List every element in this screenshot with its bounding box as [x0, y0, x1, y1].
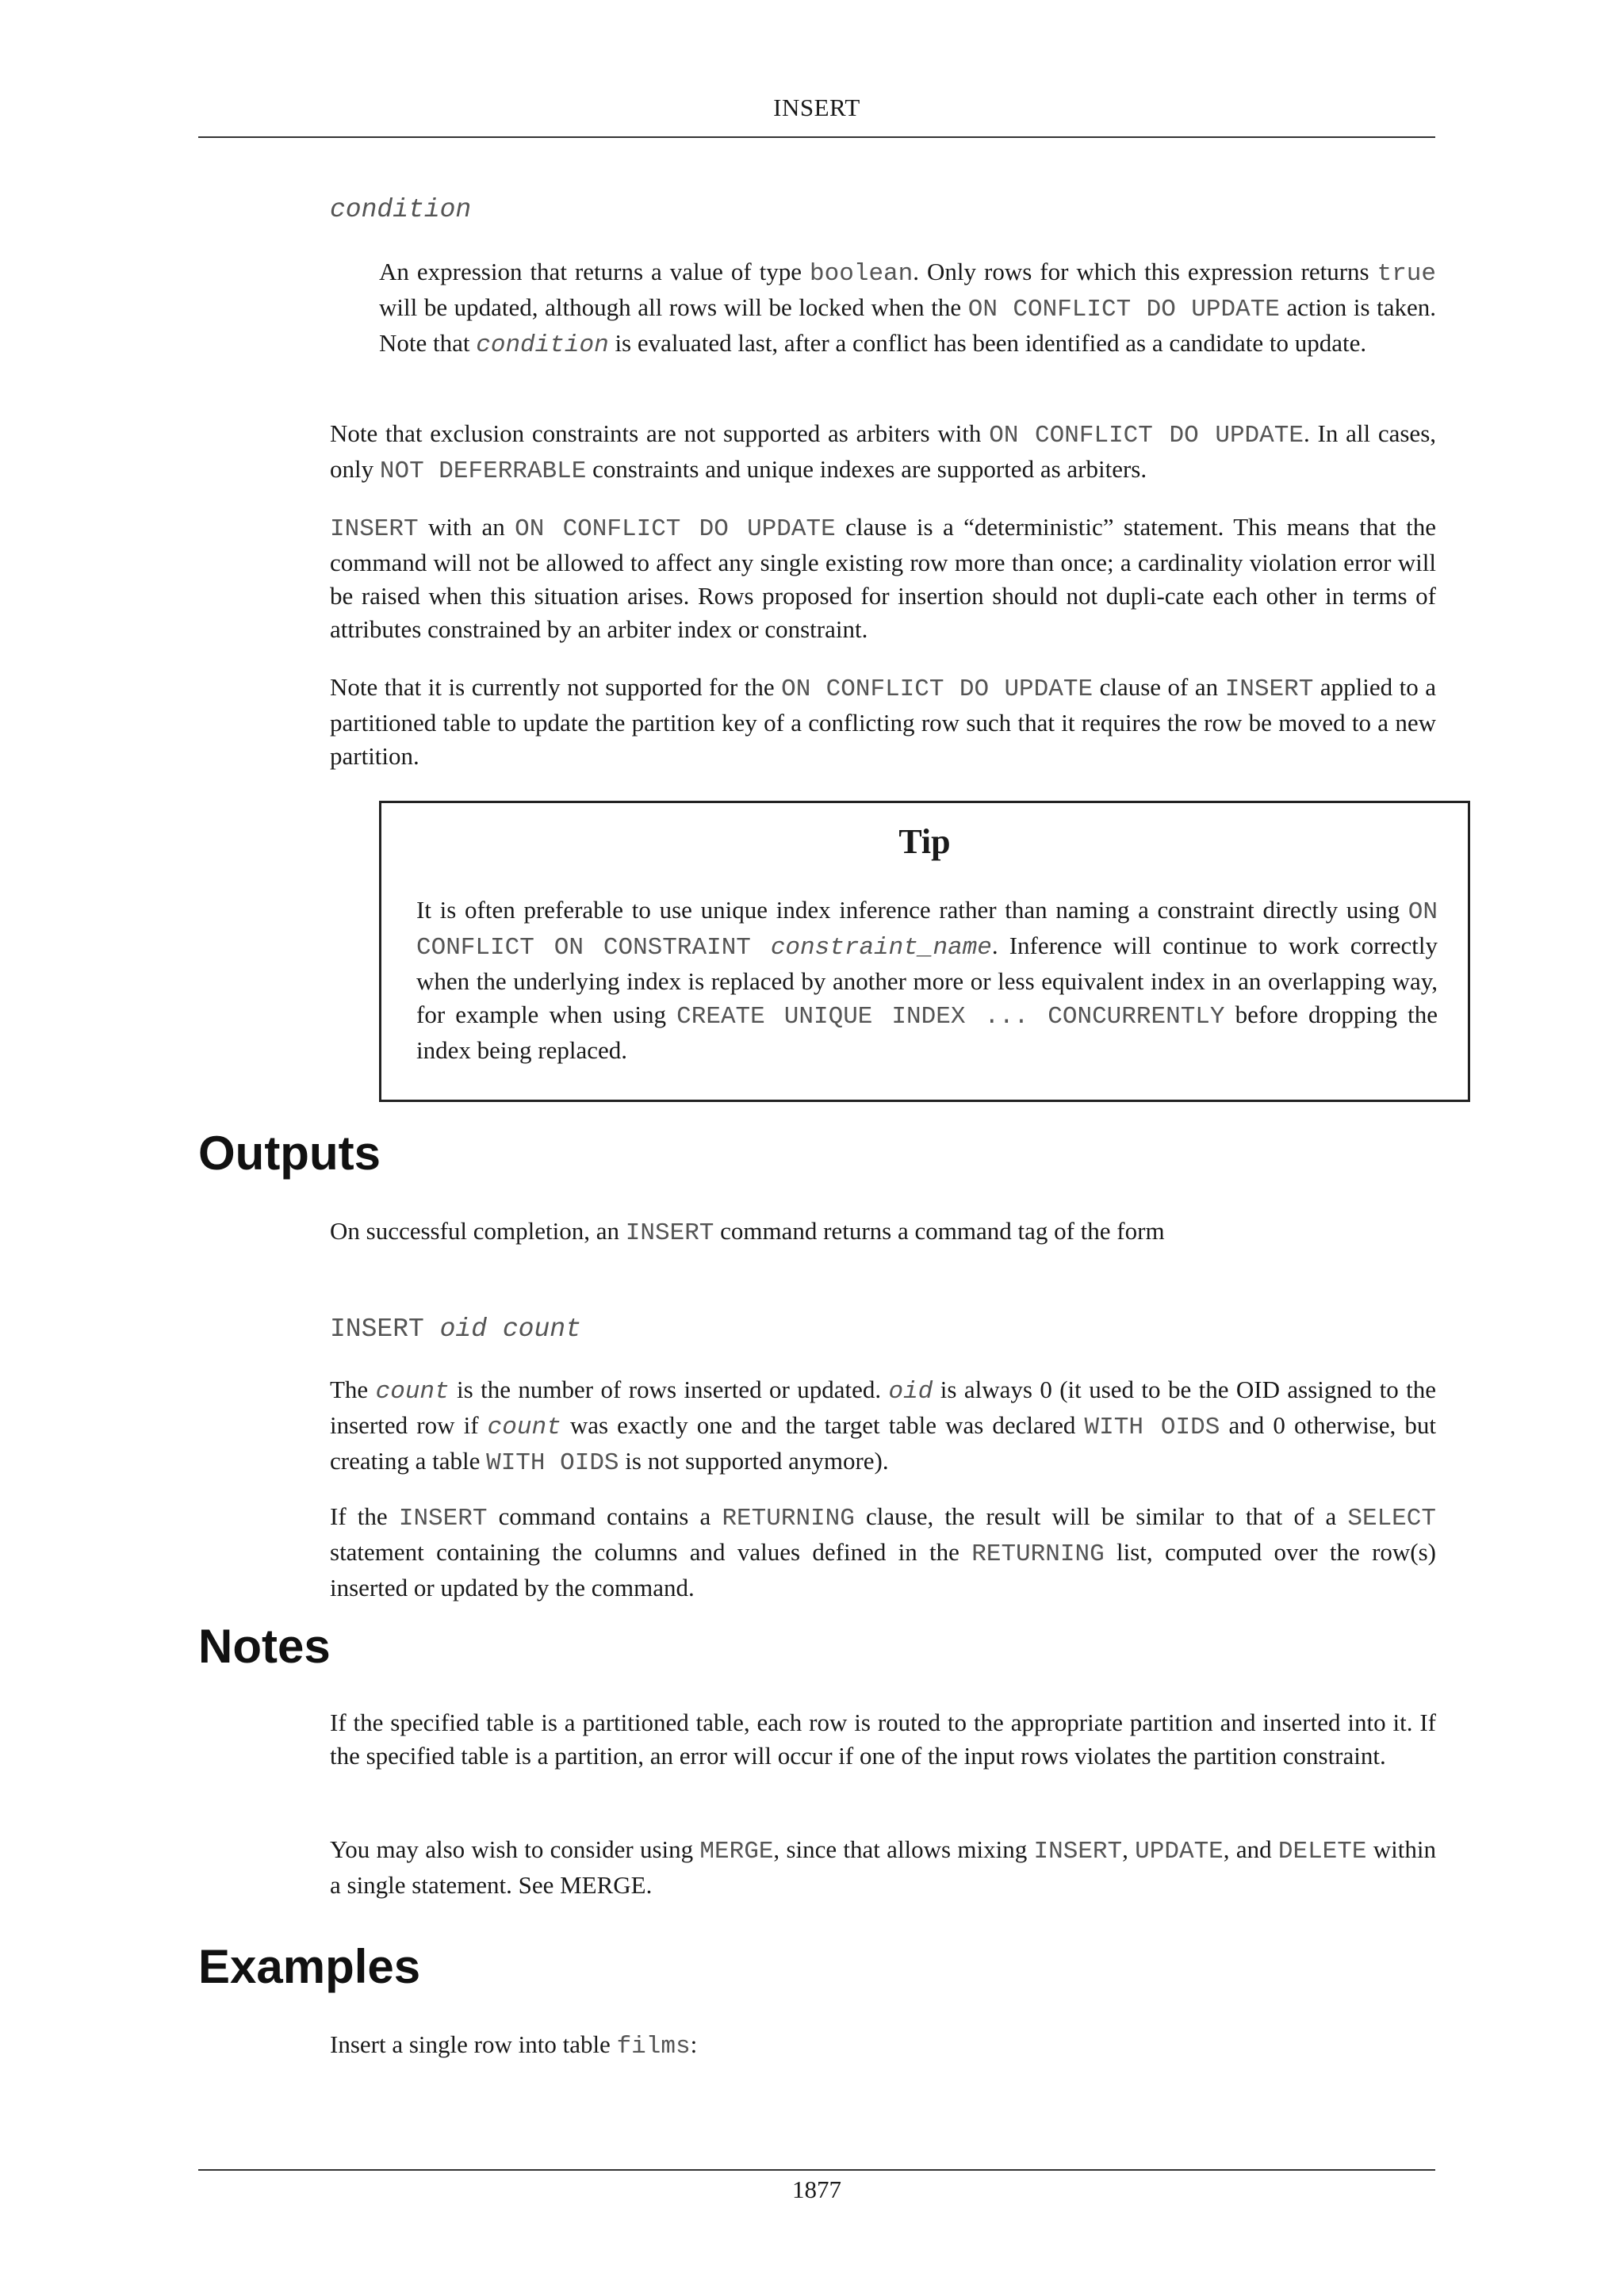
header-rule — [198, 136, 1435, 138]
outputs-paragraph-count: The count is the number of rows inserted or updated. oid is always 0 (it used to be the OID assigned to the inserted row if count was exactly one and the target table was declared WITH OIDS and 0 otherwise, but creating a table WITH OIDS is not supported anymore). — [330, 1376, 1437, 1477]
tip-title: Tip — [898, 822, 951, 861]
command-tag-code: INSERT oid count — [330, 1314, 581, 1344]
examples-paragraph-intro: Insert a single row into table films: — [330, 2030, 698, 2061]
page-number: 1877 — [792, 2175, 841, 2203]
tip-box — [379, 801, 1470, 1102]
section-heading-notes: Notes — [198, 1620, 331, 1673]
paragraph-deterministic: INSERT with an ON CONFLICT DO UPDATE clause is a “deterministic” statement. This means that the command will not be allowed to affect any single existing row more than once; a cardinality violation error will be raised when this situation arises. Rows proposed for insertion should not dupli-cate each other in terms of attributes constrained by an arbiter index or constraint. — [330, 513, 1437, 643]
condition-description: An expression that returns a value of type boolean. Only rows for which this expression returns true will be updated, although all rows will be locked when the ON CONFLICT DO UPDATE action is taken. Note that condition is evaluated last, after a conflict has been identified as a candidate to update. — [379, 258, 1437, 359]
outputs-paragraph-returning: If the INSERT command contains a RETURNING clause, the result will be similar to that of a SELECT statement containing the columns and values defined in the RETURNING list, computed over the row(s) inserted or updated by the command. — [330, 1502, 1436, 1601]
section-heading-outputs: Outputs — [198, 1127, 381, 1180]
paragraph-partition-key: Note that it is currently not supported for the ON CONFLICT DO UPDATE clause of an INSERT applied to a partitioned table to update the partition key of a conflicting row such that it requires the row be moved to a new partition. — [330, 673, 1436, 770]
outputs-paragraph-intro: On successful completion, an INSERT command returns a command tag of the form — [330, 1217, 1165, 1247]
notes-paragraph-merge: You may also wish to consider using MERGE, since that allows mixing INSERT, UPDATE, and DELETE within a single statement. See MERGE. — [330, 1835, 1436, 1899]
running-header: INSERT — [773, 94, 860, 121]
notes-paragraph-partitioned: If the specified table is a partitioned table, each row is routed to the appropriate partition and inserted into it. If the specified table is a partition, an error will occur if one of the input rows violates the partition constraint. — [330, 1709, 1436, 1770]
section-heading-examples: Examples — [198, 1940, 421, 1993]
footer-rule — [198, 2169, 1435, 2171]
parameter-term-condition: condition — [330, 195, 472, 224]
tip-body: It is often preferable to use unique index inference rather than naming a constraint directly using ON CONFLICT ON CONSTRAINT constraint_name. Inference will continue to work correctly when the underlying index is replaced by another more or less equivalent index in an overlapping way, for example when using CREATE UNIQUE INDEX ... CONCURRENTLY before dropping the index being replaced. — [416, 896, 1438, 1064]
paragraph-exclusion-constraints: Note that exclusion constraints are not supported as arbiters with ON CONFLICT DO UPDATE. In all cases, only NOT DEFERRABLE constraints and unique indexes are supported as arbiters. — [330, 419, 1437, 485]
